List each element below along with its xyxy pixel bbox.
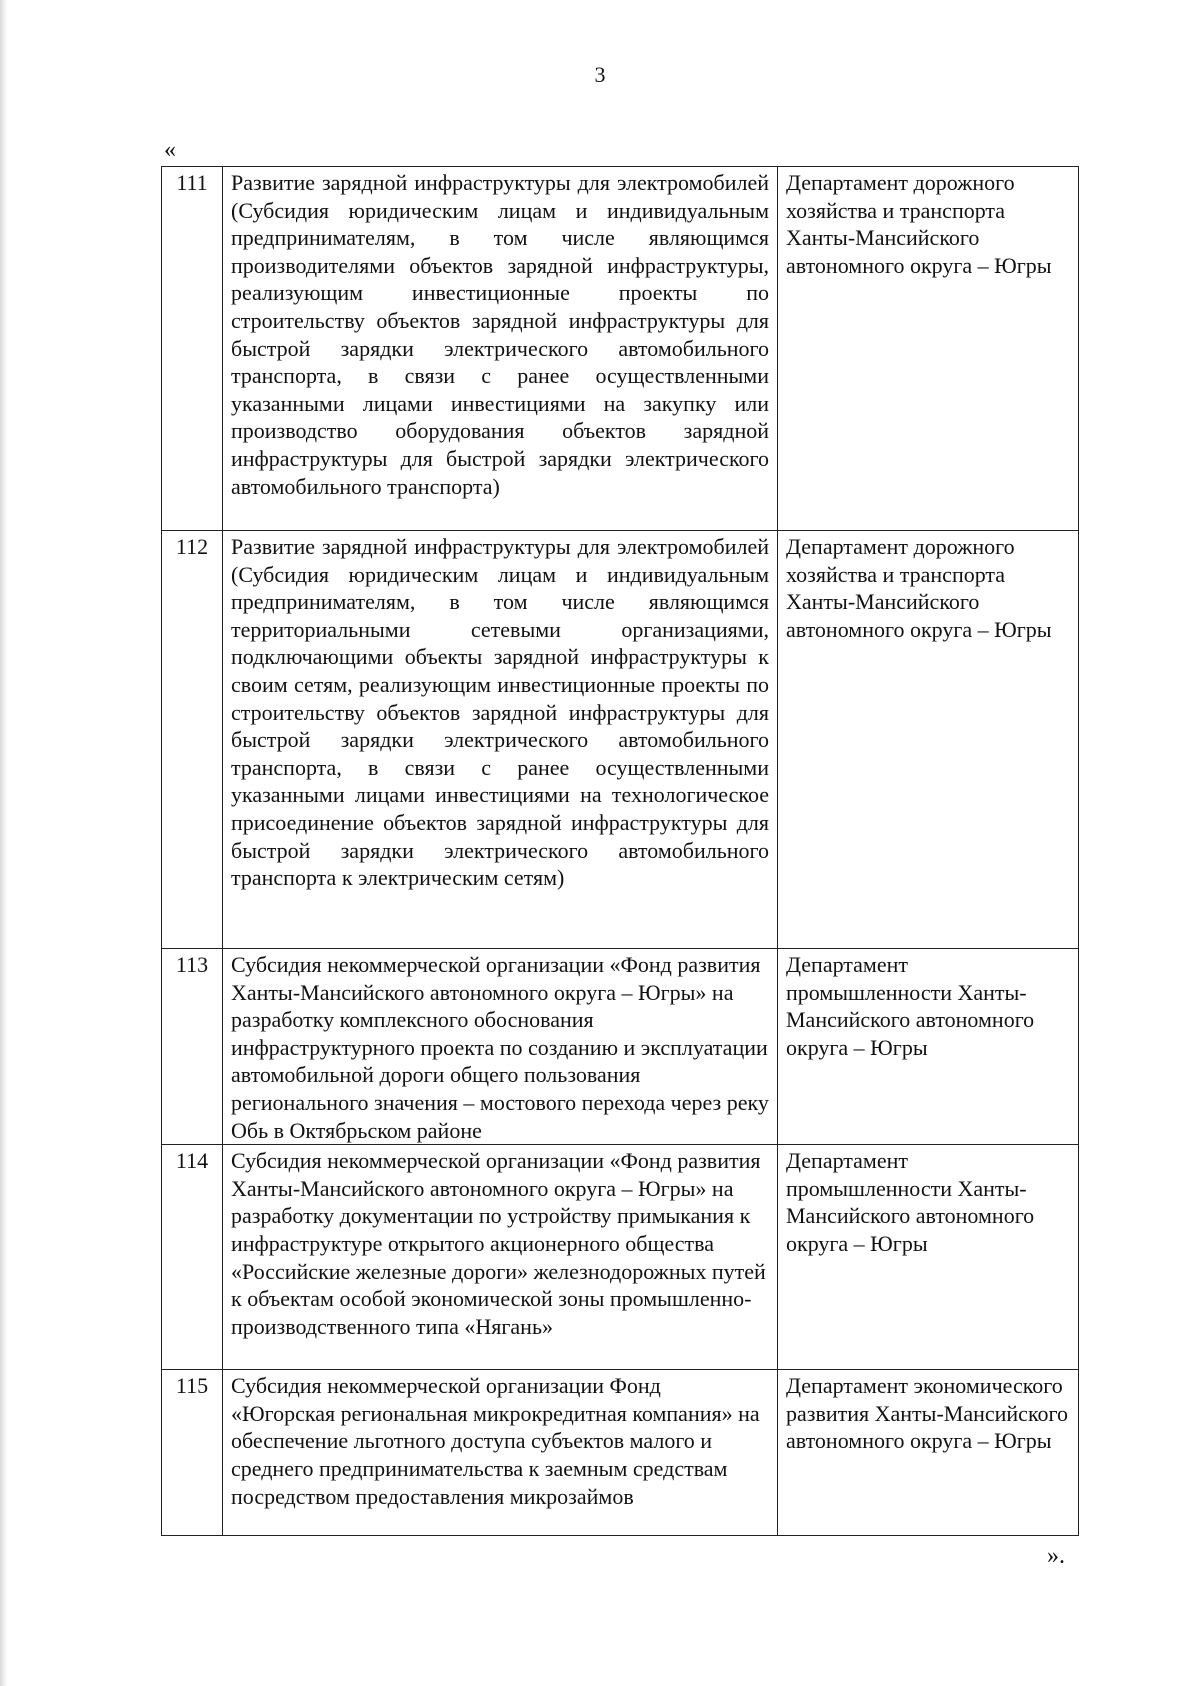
row-description: Субсидия некоммерческой организации «Фонд развития Ханты-Мансийского автономного округа – Югры» на разработку комплексного обоснования инфраструктурного проекта по созданию и эксплуатации автомобильной дороги общего пользования регионального значения – мостового перехода через реку Обь в Октябрьском районе — [223, 949, 778, 1145]
row-number: 114 — [162, 1145, 223, 1370]
table-row — [162, 949, 1079, 1145]
opening-quote-mark: « — [164, 137, 176, 163]
table-row — [162, 1145, 1079, 1370]
row-number: 115 — [162, 1370, 223, 1536]
row-description: Субсидия некоммерческой организации Фонд «Югорская региональная микрокредитная компания» на обеспечение льготного доступа субъектов малого и среднего предпринимательства к заемным средствам посредством предоставления микрозаймов — [223, 1370, 778, 1536]
page-number: 3 — [594, 62, 606, 87]
row-description: Развитие зарядной инфраструктуры для электромобилей (Субсидия юридическим лицам и индивидуальным предпринимателям, в том числе являющимся производителями объектов зарядной инфраструктуры, реализующим инвестиционные проекты по строительству объектов зарядной инфраструктуры для быстрой зарядки электрического автомобильного транспорта, в связи с ранее осуществленными указанными лицами инвестициями на закупку или производство оборудования объектов зарядной инфраструктуры для быстрой зарядки электрического автомобильного транспорта) — [223, 167, 778, 531]
table-row — [162, 531, 1079, 949]
closing-quote-mark: ». — [1047, 1543, 1065, 1569]
row-department: Департамент дорожного хозяйства и транспорта Ханты-Мансийского автономного округа – Югры — [778, 531, 1079, 949]
row-number: 112 — [162, 531, 223, 949]
table-row — [162, 167, 1079, 531]
row-department: Департамент промышленности Ханты-Мансийского автономного округа – Югры — [778, 949, 1079, 1145]
row-department: Департамент экономического развития Ханты-Мансийского автономного округа – Югры — [778, 1370, 1079, 1536]
table-row — [162, 1370, 1079, 1536]
row-description: Развитие зарядной инфраструктуры для электромобилей (Субсидия юридическим лицам и индивидуальным предпринимателям, в том числе являющимся территориальными сетевыми организациями, подключающими объекты зарядной инфраструктуры к своим сетям, реализующим инвестиционные проекты по строительству объектов зарядной инфраструктуры для быстрой зарядки электрического автомобильного транспорта, в связи с ранее осуществленными указанными лицами инвестициями на технологическое присоединение объектов зарядной инфраструктуры для быстрой зарядки электрического автомобильного транспорта к электрическим сетям) — [223, 531, 778, 949]
subsidy-table — [161, 166, 1079, 1536]
row-number: 111 — [162, 167, 223, 531]
row-department: Департамент дорожного хозяйства и транспорта Ханты-Мансийского автономного округа – Югры — [778, 167, 1079, 531]
row-description: Субсидия некоммерческой организации «Фонд развития Ханты-Мансийского автономного округа – Югры» на разработку документации по устройству примыкания к инфраструктуре открытого акционерного общества «Российские железные дороги» железнодорожных путей к объектам особой экономической зоны промышленно-производственного типа «Нягань» — [223, 1145, 778, 1370]
row-number: 113 — [162, 949, 223, 1145]
scan-edge — [0, 0, 8, 1686]
row-department: Департамент промышленности Ханты-Мансийского автономного округа – Югры — [778, 1145, 1079, 1370]
